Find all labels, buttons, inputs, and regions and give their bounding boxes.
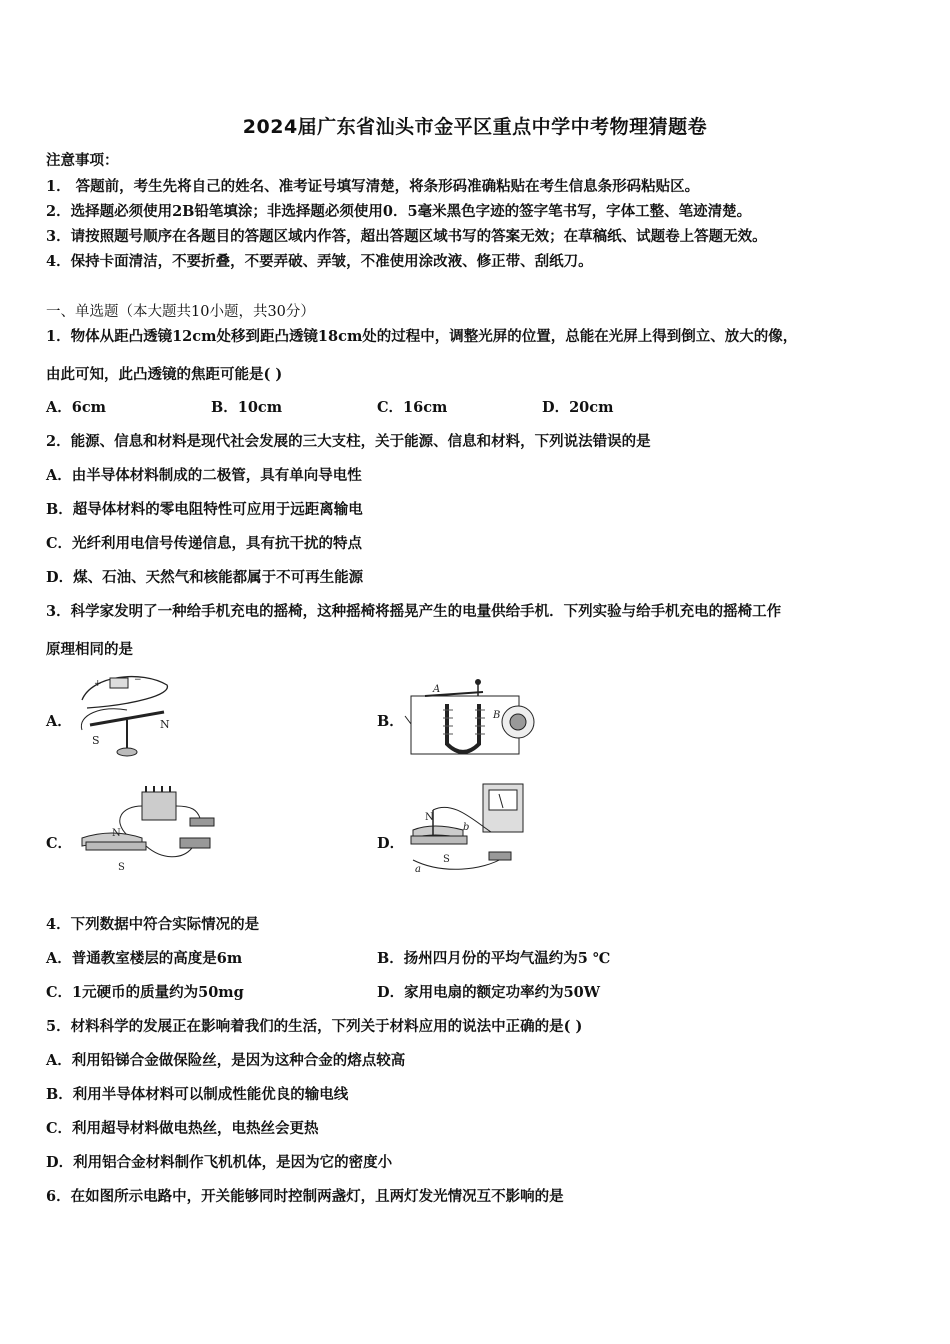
notice-item: 2．选择题必须使用2B铅笔填涂；非选择题必须使用0．5毫米黑色字迹的签字笔书写，字体工整、笔迹清楚。 bbox=[46, 203, 752, 220]
fig-d-s-label: S bbox=[443, 854, 450, 865]
q3-stem: 3．科学家发明了一种给手机充电的摇椅，这种摇椅将摇晃产生的电量供给手机．下列实验与给手机充电的摇椅工作 bbox=[46, 603, 782, 620]
section-heading: 一、单选题（本大题共10小题，共30分） bbox=[46, 304, 315, 320]
q1-option-c: C．16cm bbox=[377, 399, 448, 416]
q1-stem: 1．物体从距凸透镜12cm处移到距凸透镜18cm处的过程中，调整光屏的位置，总能在光屏上得到倒立、放大的像， bbox=[46, 328, 798, 345]
q3-option-a-label: A． bbox=[46, 713, 72, 730]
fig-b-a-label: A bbox=[433, 684, 441, 695]
q3-figure-c bbox=[72, 780, 222, 875]
q2-option-c: C．光纤利用电信号传递信息，具有抗干扰的特点 bbox=[46, 535, 363, 552]
q1-option-b: B．10cm bbox=[211, 399, 283, 416]
q2-option-b: B．超导体材料的零电阻特性可应用于远距离输电 bbox=[46, 501, 363, 518]
svg-text:−: − bbox=[134, 675, 142, 685]
q5-option-a: A．利用铅锑合金做保险丝，是因为这种合金的熔点较高 bbox=[46, 1052, 406, 1069]
q3-option-c-label: C． bbox=[46, 835, 73, 852]
q4-option-c: C．1元硬币的质量约为50mg bbox=[46, 984, 244, 1001]
q5-option-c: C．利用超导材料做电热丝，电热丝会更热 bbox=[46, 1120, 319, 1137]
fig-c-n-label: N bbox=[112, 828, 121, 839]
q2-option-a: A．由半导体材料制成的二极管，具有单向导电性 bbox=[46, 467, 362, 484]
exam-title: 2024届广东省汕头市金平区重点中学中考物理猜题卷 bbox=[242, 116, 708, 138]
q3-figure-b bbox=[403, 674, 543, 760]
q4-stem: 4．下列数据中符合实际情况的是 bbox=[46, 916, 260, 933]
q3-stem-cont: 原理相同的是 bbox=[46, 641, 133, 658]
q3-figure-d bbox=[403, 780, 533, 880]
q2-option-d: D．煤、石油、天然气和核能都属于不可再生能源 bbox=[46, 569, 364, 586]
q5-stem: 5．材料科学的发展正在影响着我们的生活，下列关于材料应用的说法中正确的是( ) bbox=[46, 1018, 583, 1035]
notice-heading: 注意事项： bbox=[46, 152, 119, 169]
q5-option-b: B．利用半导体材料可以制成性能优良的输电线 bbox=[46, 1086, 349, 1103]
q1-option-a: A．6cm bbox=[46, 399, 107, 416]
notice-item: 1． 答题前，考生先将自己的姓名、准考证号填写清楚，将条形码准确粘贴在考生信息条形码粘贴区。 bbox=[46, 178, 700, 195]
q1-stem-cont: 由此可知，此凸透镜的焦距可能是( ) bbox=[46, 366, 283, 383]
q4-option-b: B．扬州四月份的平均气温约为5 ℃ bbox=[377, 950, 611, 967]
fig-d-b-label: b bbox=[463, 822, 470, 833]
q2-stem: 2．能源、信息和材料是现代社会发展的三大支柱，关于能源、信息和材料，下列说法错误的是 bbox=[46, 433, 651, 450]
q4-option-a: A．普通教室楼层的高度是6m bbox=[46, 950, 243, 967]
fig-a-n-label: N bbox=[160, 718, 170, 731]
q3-figure-a bbox=[72, 670, 182, 760]
fig-d-a-label: a bbox=[415, 864, 421, 875]
fig-b-b-label: B bbox=[493, 710, 501, 721]
q3-option-b-label: B． bbox=[377, 713, 404, 730]
notice-item: 3．请按照题号顺序在各题目的答题区域内作答，超出答题区域书写的答案无效；在草稿纸、试题卷上答题无效。 bbox=[46, 228, 767, 245]
q5-option-d: D．利用铝合金材料制作飞机机体，是因为它的密度小 bbox=[46, 1154, 393, 1171]
fig-a-s-label: S bbox=[92, 734, 100, 747]
fig-d-n-label: N bbox=[425, 812, 434, 823]
q6-stem: 6．在如图所示电路中，开关能够同时控制两盏灯，且两灯发光情况互不影响的是 bbox=[46, 1188, 564, 1205]
fig-c-s-label: S bbox=[118, 862, 125, 873]
q4-option-d: D．家用电扇的额定功率约为50W bbox=[377, 984, 601, 1001]
svg-text:+: + bbox=[94, 679, 102, 689]
q3-option-d-label: D． bbox=[377, 835, 405, 852]
q1-option-d: D．20cm bbox=[542, 399, 614, 416]
notice-item: 4．保持卡面清洁，不要折叠，不要弄破、弄皱，不准使用涂改液、修正带、刮纸刀。 bbox=[46, 253, 593, 270]
